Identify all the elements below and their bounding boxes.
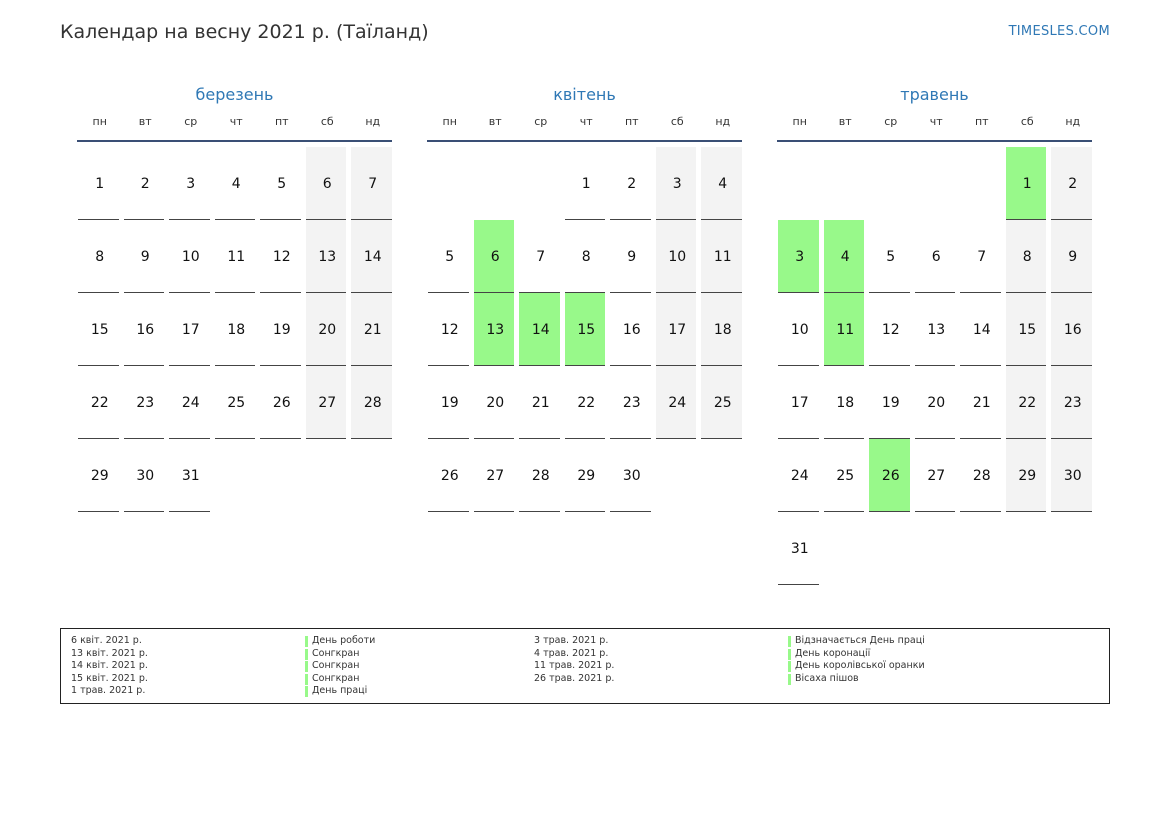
day-cell: 30: [123, 439, 169, 512]
weekday-label: чт: [929, 115, 943, 128]
day-cell: 29: [564, 439, 610, 512]
month-name: березень: [195, 85, 274, 104]
day-cell: 10: [168, 220, 214, 293]
empty-cell: [959, 147, 1005, 220]
day-cell: 4: [214, 147, 260, 220]
day-cell: 7: [518, 220, 564, 293]
month-name: травень: [900, 85, 969, 104]
day-cell: 7: [350, 147, 396, 220]
weekday-label: пт: [974, 115, 989, 128]
day-cell: 13: [305, 220, 351, 293]
day-cell: 20: [473, 366, 519, 439]
empty-cell: [914, 147, 960, 220]
day-cell: 9: [1050, 220, 1096, 293]
legend-holiday-name: День коронації: [788, 648, 925, 661]
empty-cell: [427, 147, 473, 220]
day-cell: 23: [1050, 366, 1096, 439]
legend-date: 14 квіт. 2021 р.: [71, 660, 148, 671]
holiday-day-cell: 14: [518, 293, 564, 366]
day-cell: 26: [259, 366, 305, 439]
day-cell: 19: [868, 366, 914, 439]
empty-cell: [868, 147, 914, 220]
day-cell: 1: [77, 147, 123, 220]
weekday-header: [777, 106, 1092, 142]
day-cell: 30: [609, 439, 655, 512]
day-cell: 14: [959, 293, 1005, 366]
month-name: квітень: [553, 85, 616, 104]
day-cell: 25: [823, 439, 869, 512]
holiday-day-cell: 13: [473, 293, 519, 366]
day-cell: 17: [655, 293, 701, 366]
day-cell: 7: [959, 220, 1005, 293]
day-cell: 24: [777, 439, 823, 512]
page-title: Календар на весну 2021 р. (Таїланд): [60, 21, 429, 43]
day-cell: 18: [700, 293, 746, 366]
day-cell: 10: [655, 220, 701, 293]
day-cell: 24: [655, 366, 701, 439]
day-cell: 31: [777, 512, 823, 585]
holiday-day-cell: 15: [564, 293, 610, 366]
holiday-day-cell: 6: [473, 220, 519, 293]
weekday-label: пн: [792, 115, 807, 128]
day-cell: 19: [427, 366, 473, 439]
day-cell: 16: [1050, 293, 1096, 366]
weekday-header: [427, 106, 742, 142]
legend-holiday-name: Відзначається День праці: [788, 635, 925, 648]
day-cell: 8: [77, 220, 123, 293]
day-cell: 6: [914, 220, 960, 293]
legend-date: 3 трав. 2021 р.: [534, 635, 609, 646]
holiday-day-cell: 26: [868, 439, 914, 512]
weekday-label: вт: [138, 115, 152, 128]
day-cell: 22: [1005, 366, 1051, 439]
day-cell: 18: [214, 293, 260, 366]
day-cell: 28: [350, 366, 396, 439]
empty-cell: [518, 147, 564, 220]
holiday-legend: [60, 628, 1110, 704]
day-cell: 19: [259, 293, 305, 366]
legend-names-right: [788, 635, 925, 685]
day-cell: 22: [77, 366, 123, 439]
day-cell: 29: [1005, 439, 1051, 512]
day-cell: 2: [1050, 147, 1096, 220]
legend-date: 4 трав. 2021 р.: [534, 647, 609, 659]
day-cell: 17: [168, 293, 214, 366]
weekday-label: ср: [884, 115, 898, 128]
weekday-label: сб: [670, 115, 684, 128]
day-cell: 23: [609, 366, 655, 439]
legend-date: 26 трав. 2021 р.: [534, 672, 615, 684]
legend-names-left: [305, 635, 375, 698]
weekday-label: ср: [184, 115, 198, 128]
day-cell: 23: [123, 366, 169, 439]
day-cell: 27: [305, 366, 351, 439]
day-cell: 14: [350, 220, 396, 293]
day-cell: 21: [959, 366, 1005, 439]
month-2: [427, 84, 742, 512]
legend-date: 13 квіт. 2021 р.: [71, 647, 148, 659]
day-cell: 27: [473, 439, 519, 512]
legend-holiday-name: День праці: [305, 685, 375, 698]
day-cell: 8: [1005, 220, 1051, 293]
day-cell: 21: [350, 293, 396, 366]
legend-holiday-name: Вісаха пішов: [788, 673, 925, 686]
day-grid: [427, 147, 742, 512]
empty-cell: [473, 147, 519, 220]
day-cell: 25: [214, 366, 260, 439]
day-cell: 22: [564, 366, 610, 439]
legend-date: 6 квіт. 2021 р.: [71, 635, 142, 646]
day-cell: 21: [518, 366, 564, 439]
day-cell: 11: [700, 220, 746, 293]
weekday-label: чт: [229, 115, 243, 128]
day-cell: 20: [305, 293, 351, 366]
day-cell: 18: [823, 366, 869, 439]
empty-cell: [823, 147, 869, 220]
day-cell: 27: [914, 439, 960, 512]
legend-holiday-name: Сонгкран: [305, 648, 375, 661]
day-cell: 25: [700, 366, 746, 439]
day-cell: 29: [77, 439, 123, 512]
site-brand-link[interactable]: TIMESLES.COM: [1008, 24, 1110, 39]
weekday-label: сб: [320, 115, 334, 128]
weekday-label: нд: [365, 115, 381, 128]
weekday-label: ср: [534, 115, 548, 128]
day-cell: 5: [259, 147, 305, 220]
day-cell: 16: [609, 293, 655, 366]
legend-date: 15 квіт. 2021 р.: [71, 672, 148, 684]
weekday-header: [77, 106, 392, 142]
day-cell: 20: [914, 366, 960, 439]
legend-holiday-name: День роботи: [305, 635, 375, 648]
day-cell: 2: [609, 147, 655, 220]
day-cell: 3: [168, 147, 214, 220]
day-cell: 12: [259, 220, 305, 293]
day-cell: 30: [1050, 439, 1096, 512]
legend-holiday-name: Сонгкран: [305, 660, 375, 673]
legend-dates-left: [71, 635, 148, 698]
weekday-label: пт: [274, 115, 289, 128]
day-cell: 17: [777, 366, 823, 439]
day-cell: 5: [868, 220, 914, 293]
day-cell: 12: [868, 293, 914, 366]
day-cell: 11: [214, 220, 260, 293]
legend-date: 1 трав. 2021 р.: [71, 685, 146, 696]
day-cell: 3: [655, 147, 701, 220]
day-cell: 31: [168, 439, 214, 512]
day-cell: 28: [959, 439, 1005, 512]
day-cell: 6: [305, 147, 351, 220]
weekday-label: пн: [442, 115, 457, 128]
weekday-label: пн: [92, 115, 107, 128]
weekday-label: нд: [1065, 115, 1081, 128]
day-cell: 12: [427, 293, 473, 366]
day-cell: 1: [564, 147, 610, 220]
day-grid: [777, 147, 1092, 585]
month-1: [77, 84, 392, 512]
day-cell: 16: [123, 293, 169, 366]
day-cell: 15: [1005, 293, 1051, 366]
weekday-label: сб: [1020, 115, 1034, 128]
day-cell: 26: [427, 439, 473, 512]
day-cell: 24: [168, 366, 214, 439]
day-cell: 13: [914, 293, 960, 366]
holiday-day-cell: 4: [823, 220, 869, 293]
holiday-day-cell: 1: [1005, 147, 1051, 220]
weekday-label: нд: [715, 115, 731, 128]
legend-dates-right: [534, 635, 614, 685]
day-cell: 5: [427, 220, 473, 293]
weekday-label: чт: [579, 115, 593, 128]
day-cell: 10: [777, 293, 823, 366]
legend-date: 11 трав. 2021 р.: [534, 660, 615, 671]
empty-cell: [777, 147, 823, 220]
legend-holiday-name: День королівської оранки: [788, 660, 925, 673]
day-cell: 8: [564, 220, 610, 293]
day-grid: [77, 147, 392, 512]
day-cell: 2: [123, 147, 169, 220]
day-cell: 28: [518, 439, 564, 512]
day-cell: 9: [609, 220, 655, 293]
holiday-day-cell: 3: [777, 220, 823, 293]
weekday-label: пт: [624, 115, 639, 128]
day-cell: 9: [123, 220, 169, 293]
day-cell: 15: [77, 293, 123, 366]
day-cell: 4: [700, 147, 746, 220]
month-3: [777, 84, 1092, 585]
weekday-label: вт: [488, 115, 502, 128]
weekday-label: вт: [838, 115, 852, 128]
legend-holiday-name: Сонгкран: [305, 673, 375, 686]
holiday-day-cell: 11: [823, 293, 869, 366]
